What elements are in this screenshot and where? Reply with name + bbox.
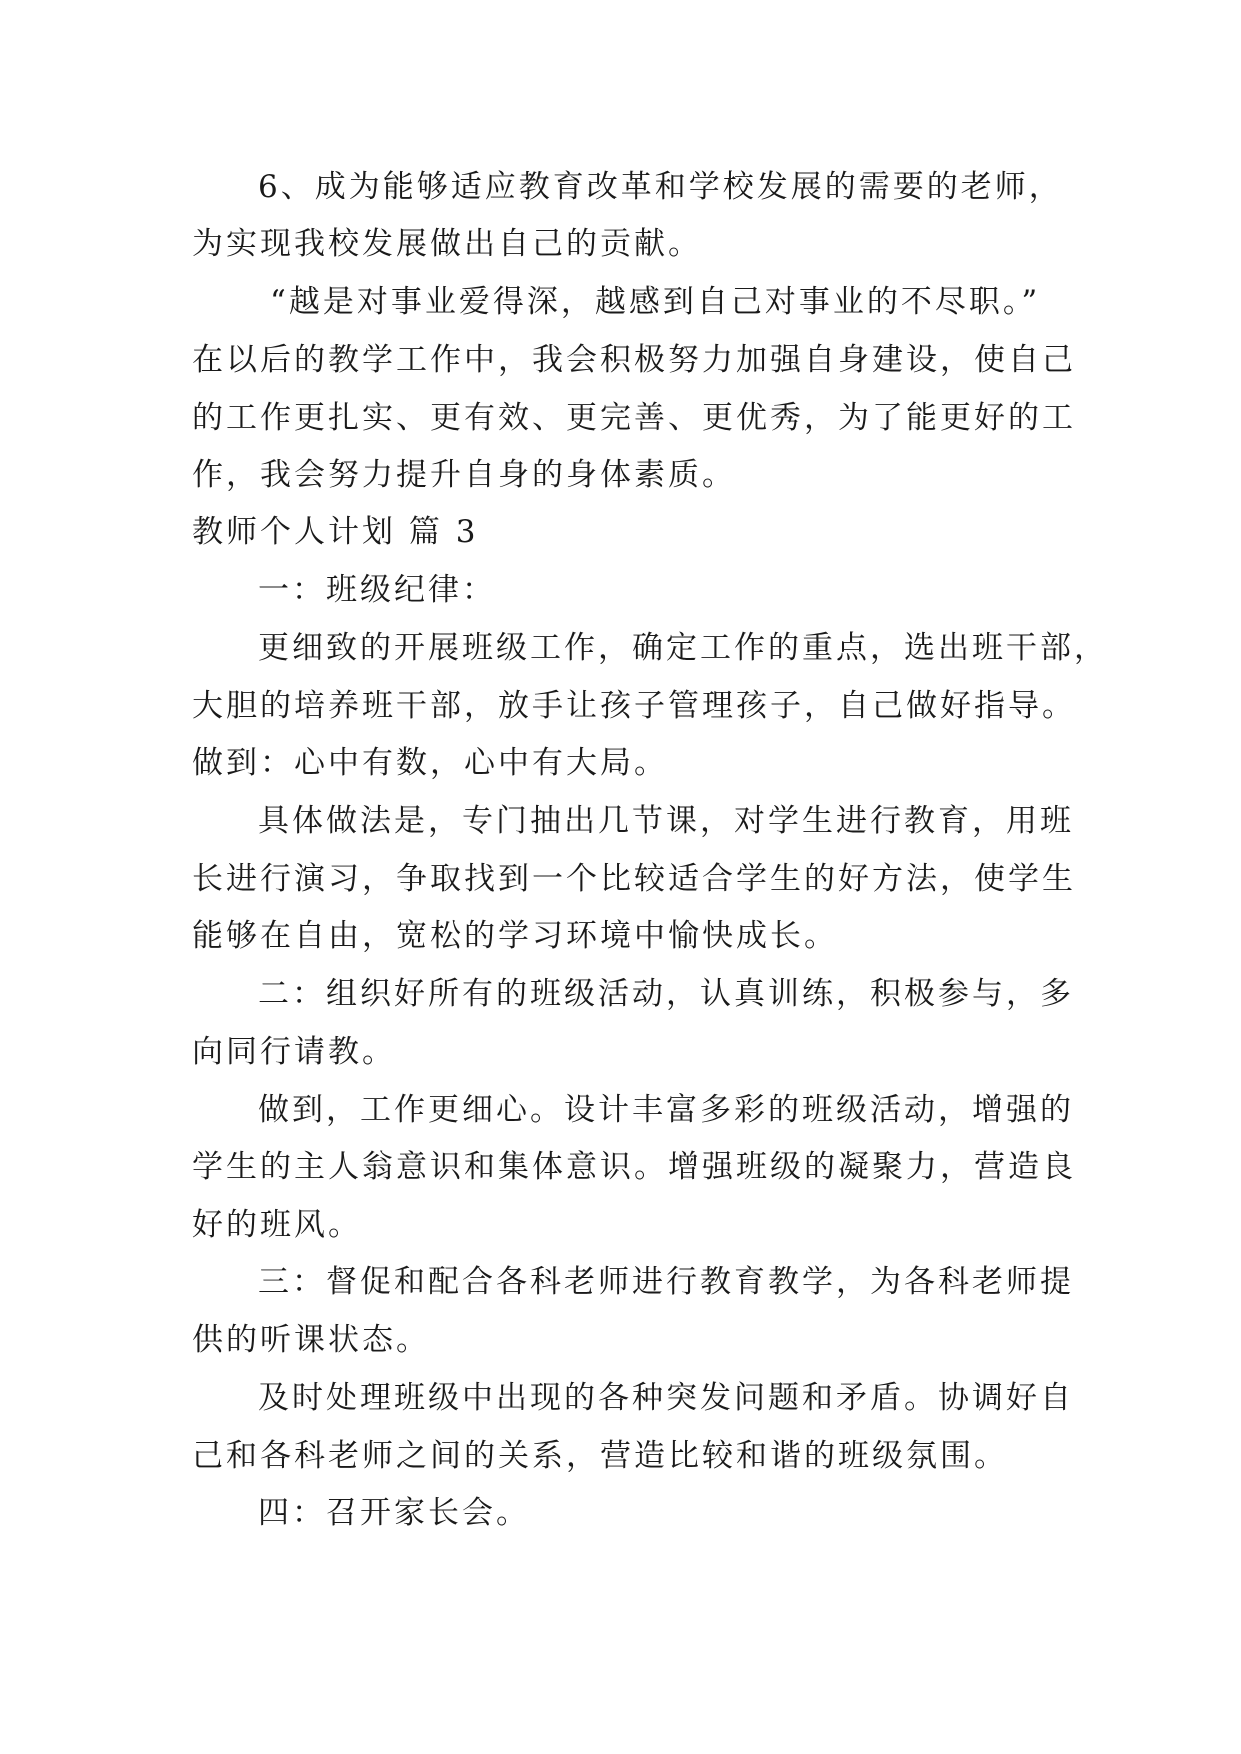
paragraph-line: 做到，工作更细心。设计丰富多彩的班级活动，增强的: [258, 1092, 1074, 1128]
paragraph-line: 具体做法是，专门抽出几节课，对学生进行教育，用班: [258, 803, 1074, 839]
paragraph-line: 能够在自由，宽松的学习环境中愉快成长。: [192, 918, 838, 954]
paragraph-line: 向同行请教。: [192, 1034, 396, 1070]
paragraph-line: 己和各科老师之间的关系，营造比较和谐的班级氛围。: [192, 1438, 1008, 1474]
paragraph-line: 四：召开家长会。: [258, 1495, 530, 1531]
paragraph-line: 大胆的培养班干部，放手让孩子管理孩子，自己做好指导。: [192, 688, 1076, 724]
paragraph-line: 学生的主人翁意识和集体意识。增强班级的凝聚力，营造良: [192, 1149, 1076, 1185]
paragraph-line: 一：班级纪律：: [258, 572, 496, 608]
section-heading: 教师个人计划 篇 3: [192, 514, 479, 550]
paragraph-line: 好的班风。: [192, 1207, 362, 1243]
paragraph-line: 做到：心中有数，心中有大局。: [192, 745, 668, 781]
paragraph-line: 6、成为能够适应教育改革和学校发展的需要的老师，: [258, 169, 1063, 205]
paragraph-line: 更细致的开展班级工作，确定工作的重点，选出班干部，: [258, 630, 1108, 666]
paragraph-line: 为实现我校发展做出自己的贡献。: [192, 226, 702, 262]
paragraph-line: 长进行演习，争取找到一个比较适合学生的好方法，使学生: [192, 861, 1076, 897]
paragraph-line: 在以后的教学工作中，我会积极努力加强自身建设，使自己: [192, 342, 1076, 378]
paragraph-line: 作，我会努力提升自身的身体素质。: [192, 457, 736, 493]
paragraph-line: 三：督促和配合各科老师进行教育教学，为各科老师提: [258, 1264, 1074, 1300]
paragraph-line: 二：组织好所有的班级活动，认真训练，积极参与，多: [258, 976, 1074, 1012]
paragraph-line: 及时处理班级中出现的各种突发问题和矛盾。协调好自: [258, 1380, 1074, 1416]
paragraph-line: “越是对事业爱得深，越感到自己对事业的不尽职。”: [270, 284, 1041, 320]
paragraph-line: 的工作更扎实、更有效、更完善、更优秀，为了能更好的工: [192, 400, 1076, 436]
paragraph-line: 供的听课状态。: [192, 1322, 430, 1358]
